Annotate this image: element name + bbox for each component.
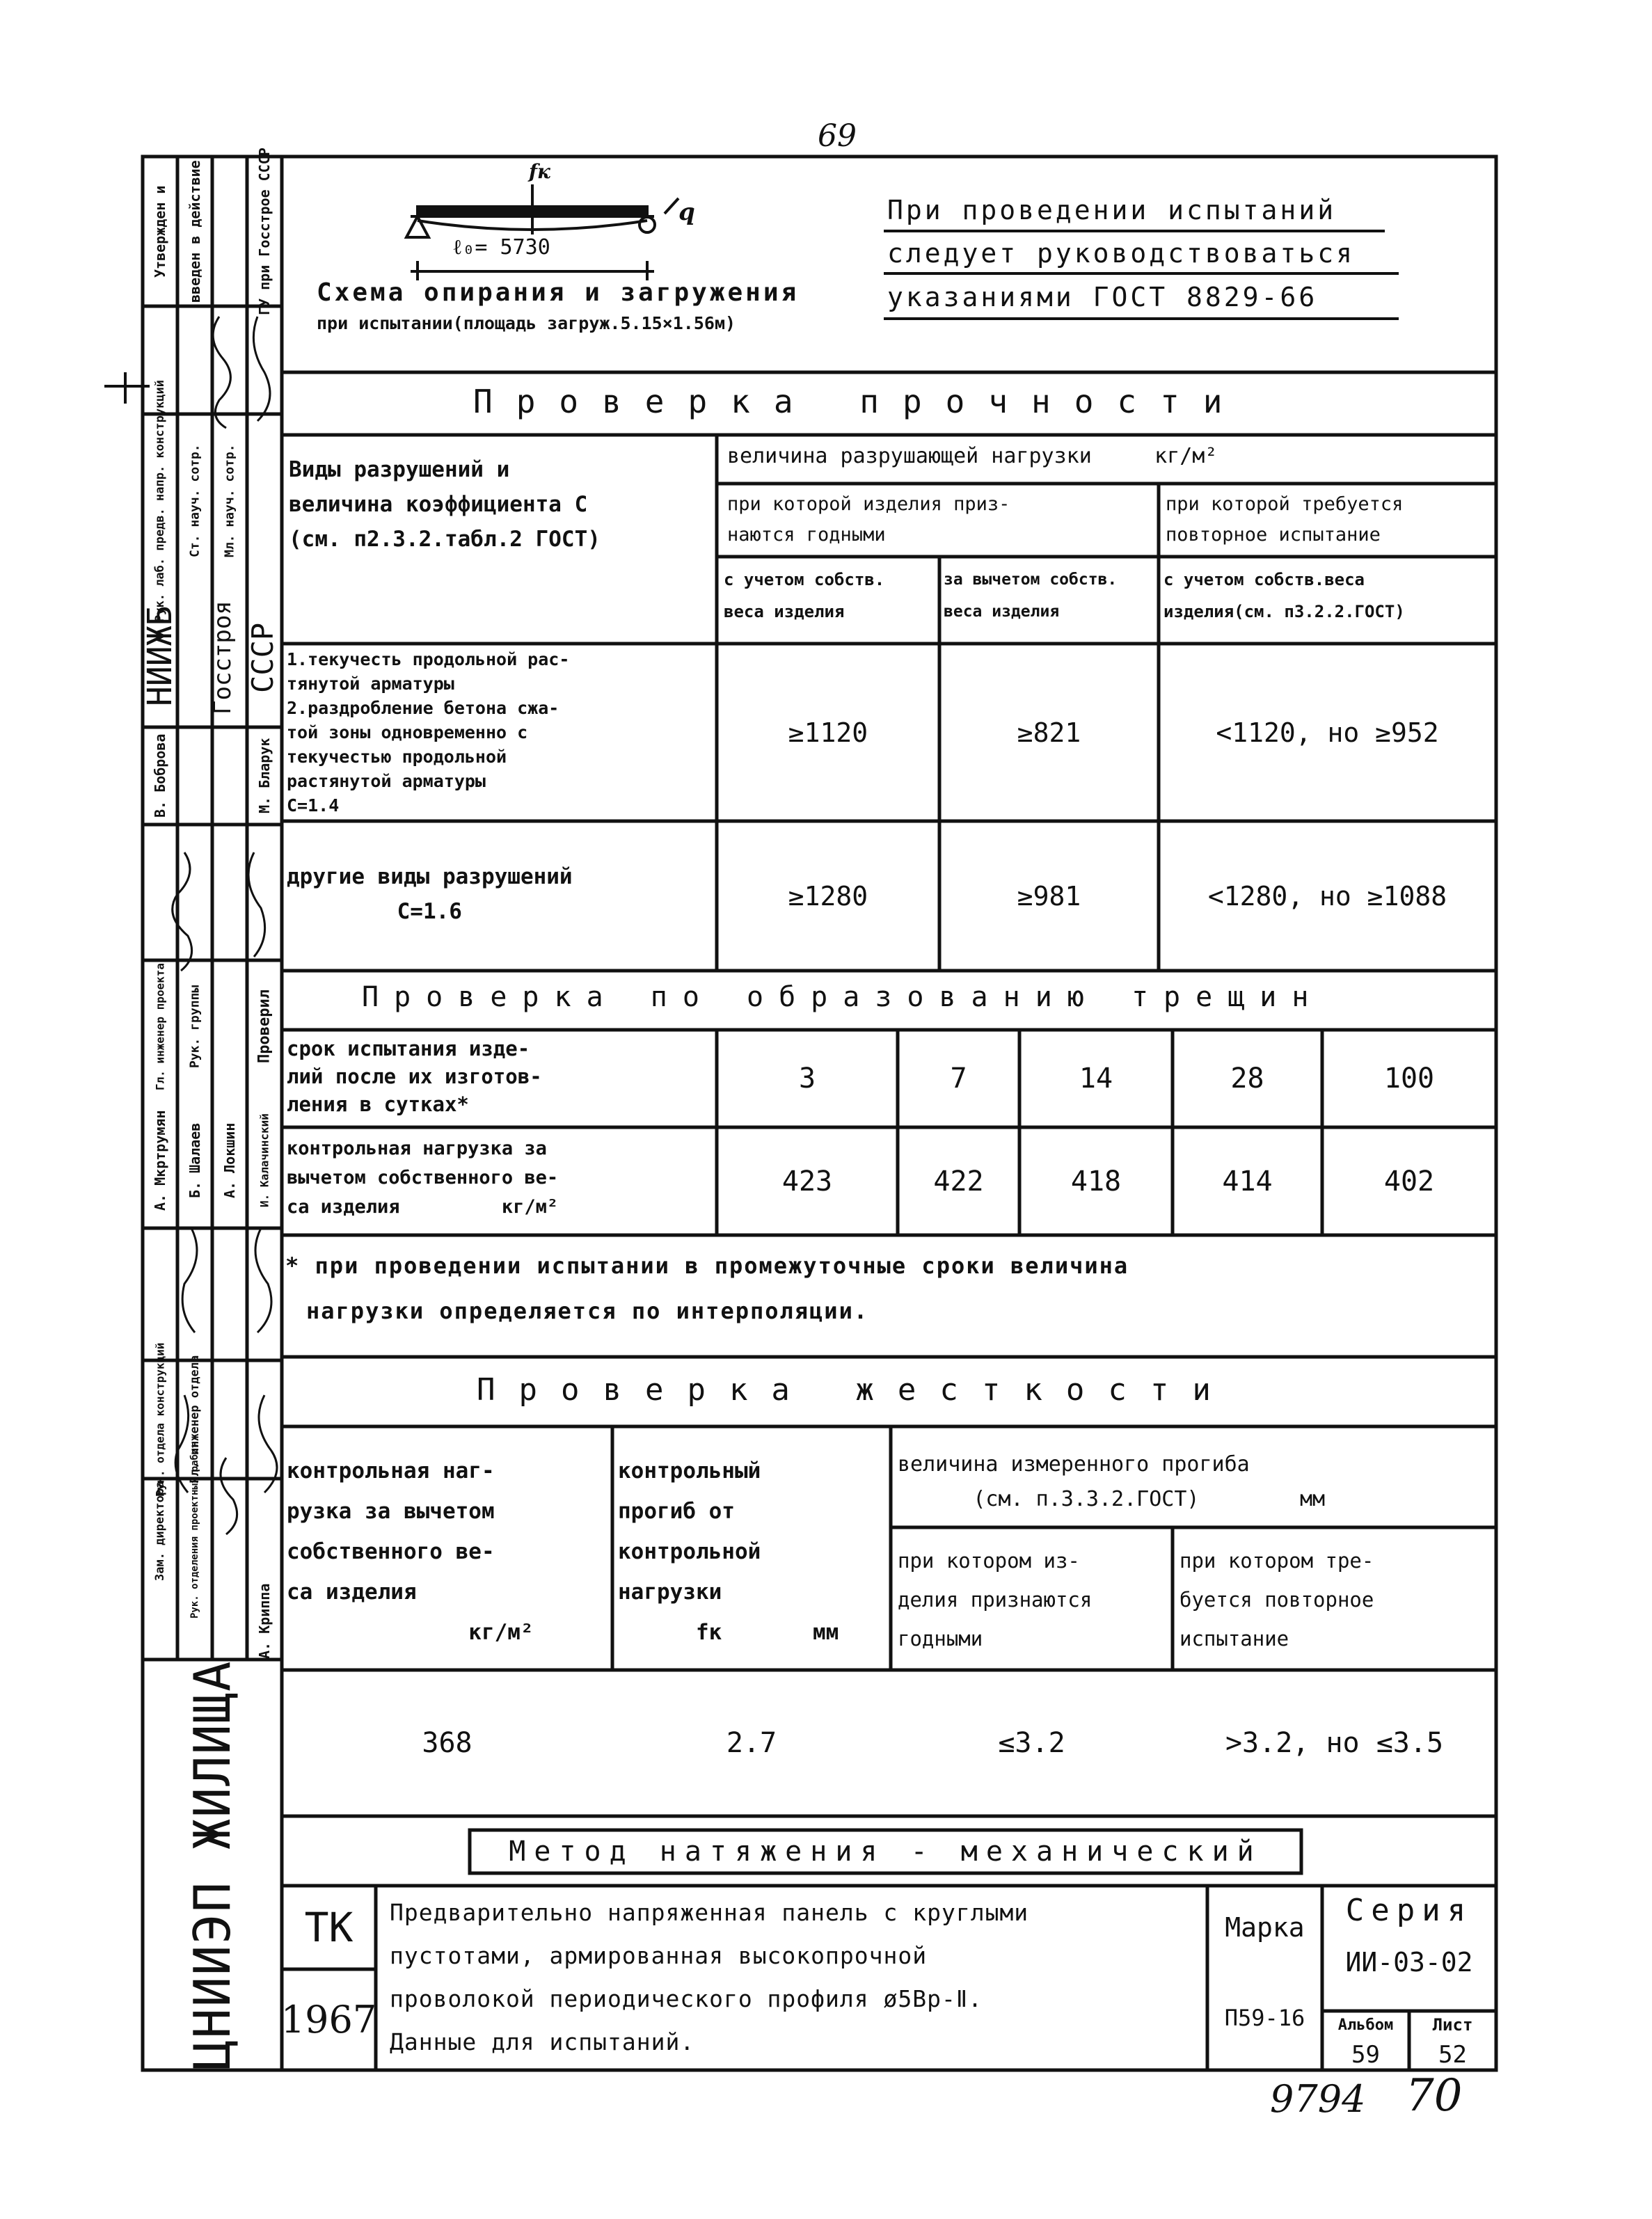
side-role-3: Мл. науч. сотр. bbox=[222, 444, 237, 558]
cracks-day-3: 14 bbox=[1079, 1063, 1113, 1095]
side-role-9: Зам. директора bbox=[153, 1481, 167, 1581]
notice-line1: При проведении испытаний bbox=[887, 195, 1337, 225]
cracks-load-4: 414 bbox=[1222, 1165, 1273, 1198]
deflection-label: fк bbox=[529, 160, 550, 183]
cracks-day-4: 28 bbox=[1230, 1063, 1264, 1095]
side-name-blaruk: М. Бларук bbox=[256, 738, 273, 814]
stiffness-heading: Проверка жесткости bbox=[477, 1372, 1234, 1408]
side-role-4: Гл. инженер проекта bbox=[153, 962, 167, 1090]
side-name-shalaev: Б. Шалаев bbox=[186, 1122, 203, 1198]
strength-row1-minus-weight: ≥821 bbox=[1017, 717, 1081, 748]
cracks-day-1: 3 bbox=[798, 1063, 816, 1095]
cracks-footnote-line1: * при проведении испытании в промежуточные сроки величина bbox=[285, 1252, 1129, 1279]
side-role-1: Рук. лаб. предв. напр. конструкций bbox=[153, 380, 167, 622]
strength-row2-retest: <1280, но ≥1088 bbox=[1207, 880, 1447, 912]
strength-with-weight-header: с учетом собств. веса изделия bbox=[724, 570, 885, 621]
cracks-load-2: 422 bbox=[933, 1165, 984, 1198]
notice-line3: указаниями ГОСТ 8829-66 bbox=[887, 282, 1318, 312]
title-year: 1967 bbox=[280, 1998, 377, 2042]
strength-row2-with-weight: ≥1280 bbox=[788, 880, 868, 912]
stiffness-accepted-value: ≤3.2 bbox=[998, 1727, 1065, 1759]
side-top-cell-3: ГУ при Госстрое СССР bbox=[256, 148, 273, 315]
side-name-kalachinsky: И. Калачинский bbox=[257, 1113, 271, 1207]
sheet-label: Лист bbox=[1432, 2015, 1473, 2035]
page-number: 69 bbox=[818, 118, 857, 154]
strength-load-header: величина разрушающей нагрузки кг/м² bbox=[727, 444, 1218, 468]
strength-accepted-header: при которой изделия приз- наются годными bbox=[727, 493, 1010, 546]
series-label: Серия bbox=[1345, 1892, 1473, 1928]
cracks-row1-label: срок испытания изде- лий после их изготов- ления в сутках* bbox=[287, 1037, 542, 1116]
stiffness-deflection-value: 2.7 bbox=[726, 1727, 777, 1759]
notice-line2: следует руководствоваться bbox=[887, 238, 1355, 269]
signature-scribbles bbox=[143, 148, 282, 1687]
strength-retest-header: при которой требуется повторное испытание bbox=[1166, 493, 1404, 546]
strength-row1-retest: <1120, но ≥952 bbox=[1216, 717, 1439, 748]
side-org2: ЦНИИЭП ЖИЛИЩА bbox=[183, 1660, 241, 2070]
title-tk: ТК bbox=[304, 1904, 354, 1951]
strength-row1-with-weight: ≥1120 bbox=[788, 717, 868, 748]
side-top-cell-2: введен в действие bbox=[186, 160, 203, 303]
cracks-footnote-line2: нагрузки определяется по интерполяции. bbox=[306, 1298, 869, 1324]
side-name-krippa: А. Криппа bbox=[256, 1583, 273, 1660]
diagram-caption-line1: Схема опирания и загружения bbox=[317, 278, 800, 307]
side-role-2: Ст. науч. сотр. bbox=[187, 444, 202, 558]
stiffness-accepted-header: при котором из- делия признаются годными bbox=[898, 1549, 1093, 1651]
cracks-load-1: 423 bbox=[781, 1165, 833, 1198]
strength-col1-header: Виды разрушений и величина коэффициента C (см. п2.3.2.табл.2 ГОСТ) bbox=[289, 457, 601, 552]
stiffness-col1-header: контрольная наг- рузка за вычетом собственного ве- са изделия кг/м² bbox=[287, 1458, 534, 1645]
album-label: Альбом bbox=[1337, 2016, 1394, 2034]
load-label: q bbox=[678, 198, 695, 226]
cracks-heading: Проверка по образованию трещин bbox=[362, 981, 1324, 1013]
cracks-day-5: 100 bbox=[1383, 1063, 1435, 1095]
cracks-row2-label: контрольная нагрузка за вычетом собственного ве- са изделия кг/м² bbox=[287, 1138, 559, 1218]
stiffness-load-value: 368 bbox=[422, 1727, 472, 1759]
side-role-8: Гл. инженер отдела bbox=[188, 1355, 202, 1484]
tensioning-method: Метод натяжения - механический bbox=[509, 1836, 1262, 1868]
strength-row2-minus-weight: ≥981 bbox=[1017, 880, 1081, 912]
side-top-cell-1: Утвержден и bbox=[152, 185, 168, 278]
side-role-10: Рук. отделения проектных работ bbox=[189, 1442, 200, 1619]
album-value: 59 bbox=[1351, 2040, 1380, 2069]
side-role-5: Рук. группы bbox=[187, 985, 202, 1068]
strength-row2-type: другие виды разрушений C=1.6 bbox=[287, 864, 573, 924]
strength-minus-weight-header: за вычетом собств. веса изделия bbox=[944, 571, 1118, 621]
stiffness-measured-header: величина измеренного прогиба (см. п.3.3.2.ГОСТ) мм bbox=[898, 1452, 1326, 1511]
stiffness-retest-value: >3.2, но ≤3.5 bbox=[1225, 1727, 1444, 1759]
sheet-value: 52 bbox=[1438, 2040, 1467, 2069]
side-org1-c: СССР bbox=[246, 622, 280, 693]
mark-value: П59-16 bbox=[1224, 2005, 1305, 2031]
cracks-load-5: 402 bbox=[1383, 1165, 1435, 1198]
stiffness-retest-header: при котором тре- буется повторное испытание bbox=[1180, 1549, 1374, 1651]
series-value: ИИ-03-02 bbox=[1345, 1947, 1473, 1978]
title-description: Предварительно напряженная панель с круглыми пустотами, армированная высокопрочной проволокой периодического профиля ø5Вр-Ⅱ. Данные для испытаний. bbox=[390, 1899, 1029, 2055]
side-name-bobrova: В. Боброва bbox=[152, 733, 168, 818]
side-role-6: Проверил bbox=[255, 989, 273, 1063]
mark-label: Марка bbox=[1225, 1912, 1305, 1943]
cracks-load-3: 418 bbox=[1070, 1165, 1122, 1198]
stiffness-col2-header: контрольный прогиб от контрольной нагрузки fк мм bbox=[618, 1458, 839, 1645]
side-role-7: Рук. отдела конструкций bbox=[153, 1342, 167, 1497]
cracks-day-2: 7 bbox=[950, 1063, 967, 1095]
side-org1-b: Госстроя bbox=[209, 601, 237, 715]
diagram-caption-line2: при испытании(площадь загруж.5.15×1.56м) bbox=[317, 313, 736, 333]
side-name-mkrtrumyan: А. Мкртрумян bbox=[152, 1110, 168, 1211]
handwritten-page-number: 70 bbox=[1406, 2070, 1463, 2122]
margin-mark bbox=[97, 365, 153, 407]
strength-row1-type: 1.текучесть продольной рас- тянутой арматуры 2.раздробление бетона сжа- той зоны одновременно с текучестью продольной растянутой арматуры C=1.4 bbox=[287, 649, 570, 816]
side-org1: НИИЖБ bbox=[141, 605, 180, 706]
side-name-lokshin: А. Локшин bbox=[221, 1122, 238, 1198]
handwritten-inventory-number: 9794 bbox=[1270, 2077, 1366, 2121]
strength-heading: Проверка прочности bbox=[473, 383, 1246, 420]
strength-retest-sub-header: с учетом собств.веса изделия(см. п3.2.2.ГОСТ) bbox=[1163, 570, 1405, 621]
span-label: ℓ₀= 5730 bbox=[452, 235, 550, 260]
